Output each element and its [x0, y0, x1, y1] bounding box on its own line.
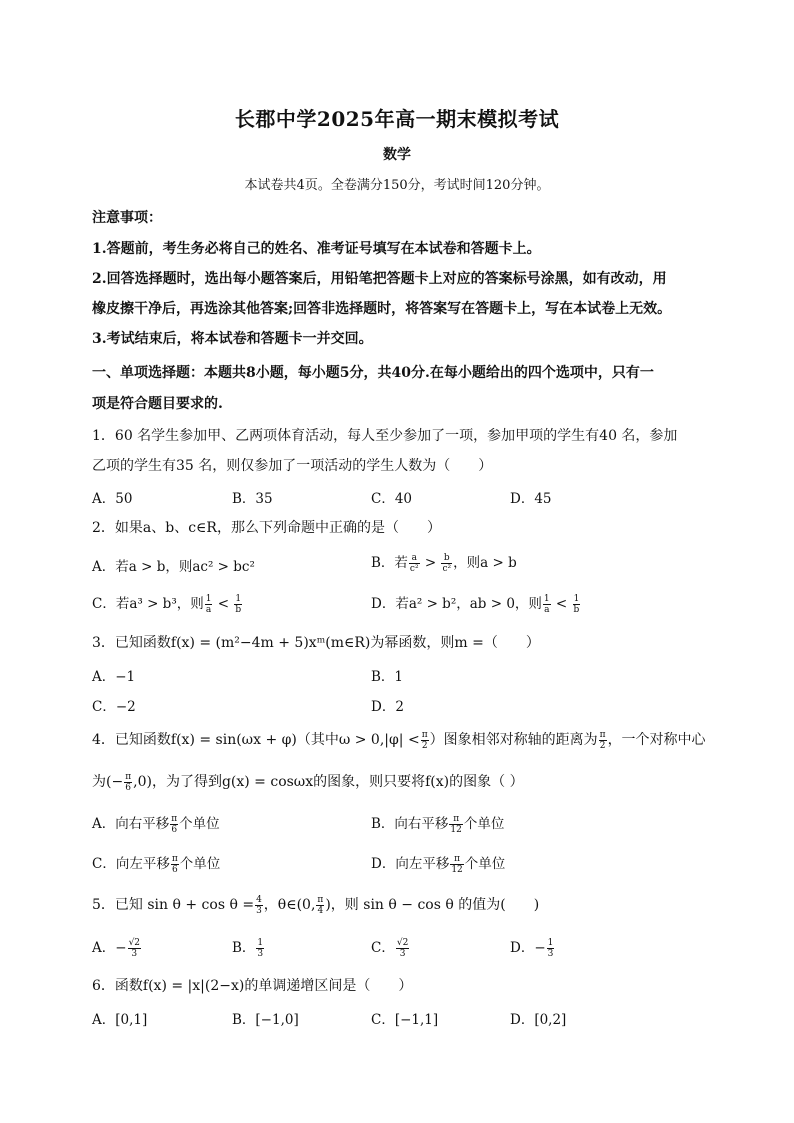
- notice-item-2-line-1: 2.回答选择题时，选出每小题答案后，用铅笔把答题卡上对应的答案标号涂黑，如有改动，用: [92, 271, 667, 287]
- frac-denominator: 6: [171, 865, 178, 875]
- frac-numerator: π: [171, 854, 178, 864]
- q6-option-b: B．[−1,0]: [232, 1012, 299, 1028]
- frac-numerator: 1: [205, 594, 212, 604]
- q2-option-d-frac-1: [543, 594, 551, 615]
- q2-option-c: [92, 592, 243, 615]
- q3-option-a: A．−1: [92, 669, 136, 685]
- q1-option-b: B．35: [232, 491, 273, 507]
- exam-subject: 数学: [383, 147, 411, 163]
- q4-stem-line-1: [92, 729, 706, 751]
- notice-item-2-line-2: 橡皮擦干净后，再选涂其他答案;回答非选择题时，将答案写在答题卡上，写在本试卷上无效。: [92, 301, 672, 317]
- exam-title: 长郡中学2025年高一期末模拟考试: [234, 107, 560, 131]
- q2-option-c-operator: <: [213, 596, 234, 612]
- section-1-heading-line-2: 项是符合题目要求的.: [92, 396, 223, 412]
- q6-option-a: A．[0,1]: [92, 1012, 148, 1028]
- q1-option-d: D．45: [510, 491, 552, 507]
- q5-option-c-frac: [396, 938, 409, 959]
- frac-numerator: π: [317, 894, 324, 905]
- q2-option-b-operator: >: [420, 555, 441, 571]
- frac-numerator: π: [599, 729, 606, 740]
- q5-option-a-prefix: A．−: [92, 940, 127, 956]
- q2-option-b-prefix: B．若: [371, 555, 408, 571]
- q5-option-d-frac: [547, 938, 555, 959]
- frac-denominator: 12: [451, 865, 463, 875]
- frac-denominator: 2: [421, 740, 428, 751]
- q5-frac-2: [316, 895, 324, 916]
- q5-stem-part-3: )，则 sin θ − cos θ 的值为( ): [325, 897, 540, 913]
- q5-frac-1: [255, 895, 263, 916]
- q1-option-c: C．40: [371, 491, 413, 507]
- q3-stem: 3．已知函数f(x) = (m²−4m + 5)xᵐ(m∈R)为幂函数，则m =（ ）: [92, 635, 540, 651]
- frac-numerator: 1: [547, 938, 554, 948]
- q2-option-c-prefix: C．若a³ > b³，则: [92, 596, 204, 612]
- q5-option-c-prefix: C．: [371, 940, 395, 956]
- frac-numerator: √2: [396, 938, 409, 948]
- q1-stem-line-1: 1．60 名学生参加甲、乙两项体育活动，每人至少参加了一项，参加甲项的学生有40 名，参加: [92, 428, 678, 444]
- q5-option-d-prefix: D．−: [510, 940, 546, 956]
- q4-option-b: [371, 812, 504, 835]
- notice-item-1: 1.答题前，考生务必将自己的姓名、准考证号填写在本试卷和答题卡上。: [92, 241, 541, 257]
- frac-numerator: 1: [573, 594, 580, 604]
- q4-option-b-suffix: 个单位: [463, 816, 505, 832]
- frac-denominator: 3: [257, 949, 264, 959]
- q5-stem-part-2: ，θ∈(0,: [263, 897, 316, 913]
- q6-option-c: C．[−1,1]: [371, 1012, 439, 1028]
- q2-option-b-frac-1: [409, 553, 420, 574]
- q2-stem: 2．如果a、b、c∈R，那么下列命题中正确的是（ ）: [92, 520, 441, 536]
- frac-denominator: 4: [317, 905, 324, 916]
- notice-heading: 注意事项：: [92, 210, 162, 226]
- q4-option-d: [371, 852, 505, 875]
- frac-numerator: π: [450, 854, 463, 865]
- frac-numerator: π: [449, 814, 462, 825]
- section-1-heading-line-1: 一、单项选择题：本题共8小题，每小题5分，共40分.在每小题给出的四个选项中，只有一: [92, 365, 654, 381]
- q4-option-d-frac: [450, 854, 463, 875]
- frac-numerator: 1: [235, 594, 242, 604]
- q4-stem-part-3: ，一个对称中心: [607, 732, 706, 748]
- frac-numerator: a: [409, 553, 420, 564]
- q2-option-c-frac-1: [205, 594, 213, 615]
- frac-denominator: a: [205, 605, 212, 615]
- q4-stem-line-2: [92, 771, 524, 793]
- q4-frac-2: [599, 730, 607, 751]
- q4-frac-3: [124, 772, 132, 793]
- frac-denominator: 3: [399, 949, 406, 959]
- q4-stem-part-1: 4．已知函数f(x) = sin(ωx + φ)（其中ω > 0,|φ| <: [92, 732, 420, 748]
- frac-numerator: π: [421, 729, 428, 740]
- q5-option-a-frac: [128, 938, 141, 959]
- q4-option-a-prefix: A．向右平移: [92, 816, 170, 832]
- q4-option-b-prefix: B．向右平移: [371, 816, 449, 832]
- q3-option-d: D．2: [371, 699, 404, 715]
- frac-denominator: 3: [256, 905, 262, 916]
- q6-option-d: D．[0,2]: [510, 1012, 567, 1028]
- q1-option-a: A．50: [92, 491, 133, 507]
- q4-option-a: [92, 812, 220, 835]
- frac-numerator: 4: [256, 894, 262, 905]
- q5-stem-part-1: 5．已知 sin θ + cos θ =: [92, 897, 255, 913]
- frac-denominator: 3: [547, 949, 554, 959]
- q4-stem-part-4: 为(−: [92, 774, 124, 790]
- q6-stem: 6．函数f(x) = |x|(2−x)的单调递增区间是（ ）: [92, 978, 413, 994]
- q4-option-d-suffix: 个单位: [464, 856, 506, 872]
- q4-option-a-frac: [170, 814, 178, 835]
- q1-stem-line-2: 乙项的学生有35 名，则仅参加了一项活动的学生人数为（ ）: [92, 458, 493, 474]
- q4-option-c-frac: [171, 854, 179, 875]
- frac-denominator: 3: [131, 949, 138, 959]
- q2-option-b: [371, 551, 517, 574]
- frac-denominator: b: [573, 605, 580, 615]
- q4-option-a-suffix: 个单位: [179, 816, 220, 832]
- frac-numerator: 1: [257, 938, 264, 948]
- q4-option-c-suffix: 个单位: [179, 856, 221, 872]
- q4-option-b-frac: [449, 814, 462, 835]
- q4-stem-part-2: ）图象相邻对称轴的距离为: [429, 732, 598, 748]
- frac-numerator: π: [125, 771, 132, 782]
- q2-option-d-prefix: D．若a² > b²，ab > 0，则: [371, 596, 542, 612]
- q2-option-c-frac-2: [234, 594, 242, 615]
- notice-item-3: 3.考试结束后，将本试卷和答题卡一并交回。: [92, 331, 373, 347]
- q4-option-d-prefix: D．向左平移: [371, 856, 450, 872]
- q5-option-b: [232, 936, 265, 959]
- q4-option-c-prefix: C．向左平移: [92, 856, 170, 872]
- q4-stem-part-5: ,0)，为了得到g(x) = cosωx的图象，则只要将f(x)的图象（ ）: [133, 774, 524, 790]
- exam-info: 本试卷共4页。全卷满分150分，考试时间120分钟。: [244, 178, 550, 193]
- q3-option-b: B．1: [371, 669, 404, 685]
- frac-numerator: π: [171, 814, 178, 824]
- frac-numerator: b: [441, 553, 452, 564]
- frac-denominator: 6: [125, 782, 132, 793]
- q4-option-c: [92, 852, 220, 875]
- frac-denominator: c²: [409, 564, 419, 574]
- q3-option-c: C．−2: [92, 699, 136, 715]
- q2-option-b-frac-2: [441, 553, 452, 574]
- frac-numerator: 1: [543, 594, 550, 604]
- frac-denominator: b: [235, 605, 242, 615]
- frac-numerator: √2: [128, 938, 141, 948]
- q2-option-d: [371, 592, 581, 615]
- frac-denominator: a: [544, 605, 550, 615]
- q5-option-c: [371, 936, 410, 959]
- frac-denominator: 6: [171, 825, 178, 835]
- frac-denominator: 2: [599, 740, 606, 751]
- q5-stem: [92, 894, 539, 916]
- q2-option-a: A．若a > b，则ac² > bc²: [92, 559, 255, 575]
- q2-option-d-frac-2: [573, 594, 581, 615]
- q4-frac-1: [421, 730, 429, 751]
- q5-option-d: [510, 936, 555, 959]
- q2-option-d-operator: <: [551, 596, 572, 612]
- q5-option-b-prefix: B．: [232, 940, 256, 956]
- q5-option-b-frac: [256, 938, 264, 959]
- q2-option-b-suffix: ，则a > b: [453, 555, 517, 571]
- frac-denominator: 12: [450, 825, 462, 835]
- q5-option-a: [92, 936, 142, 959]
- frac-denominator: c²: [442, 564, 452, 574]
